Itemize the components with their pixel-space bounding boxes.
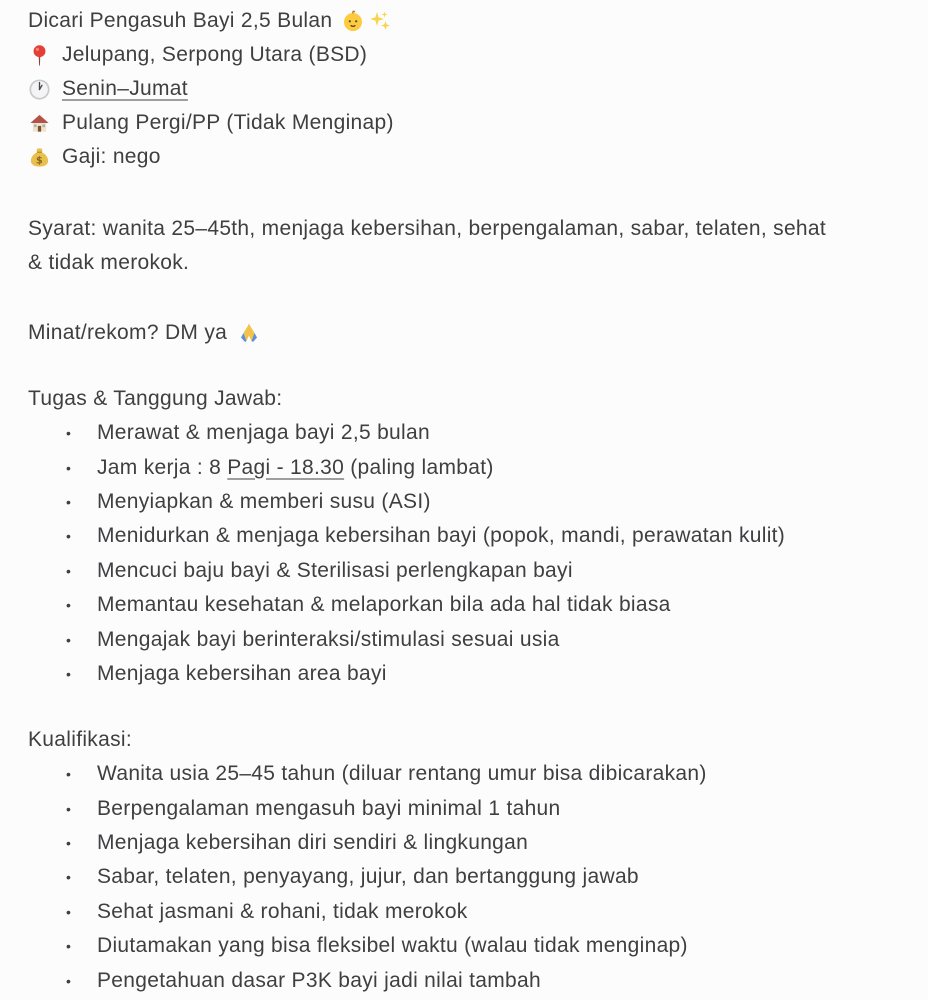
bullet-icon [66,835,97,851]
bullet-icon [66,904,97,920]
tasks-heading: Tugas & Tanggung Jawab: [28,387,283,410]
bullet-text: Berpengalaman mengasuh bayi minimal 1 tahun [97,796,561,820]
sparkles-icon [368,9,392,33]
baby-icon [341,9,365,33]
task-item [28,657,902,691]
detail-schedule [28,72,902,106]
bullet-text: Menjaga kebersihan area bayi [97,661,387,685]
cta-text: Minat/rekom? DM ya [28,321,228,344]
post-title-row [28,4,902,38]
qualification-item [28,929,902,963]
bullet-icon [66,938,97,954]
task-item [28,554,902,588]
post-title: Dicari Pengasuh Bayi 2,5 Bulan [28,9,333,32]
bullet-icon [66,632,97,648]
detail-commute [28,106,902,140]
tasks-list [28,416,902,691]
svg-text:$: $ [36,154,43,166]
bullet-icon [66,425,97,441]
header-details [28,38,902,174]
bullet-text: Menyiapkan & memberi susu (ASI) [97,489,431,513]
paragraph-line: & tidak merokok. [28,251,190,274]
detail-location [28,38,902,72]
task-item [28,622,902,656]
detail-salary [28,140,902,174]
clock-icon [28,78,54,101]
qualification-item [28,895,902,929]
qualification-item [28,963,902,997]
requirements-summary [28,212,902,280]
bullet-text: Diutamakan yang bisa fleksibel waktu (walau tidak menginap) [97,934,688,958]
bullet-text: Mencuci baju bayi & Sterilisasi perlengkapan bayi [97,558,573,582]
qualification-item [28,826,902,860]
pushpin-icon [28,44,54,67]
bullet-text: Sehat jasmani & rohani, tidak merokok [97,899,468,923]
qualification-item [28,792,902,826]
bullet-text: Menidurkan & menjaga kebersihan bayi (popok, mandi, perawatan kulit) [97,524,786,548]
bullet-icon [66,801,97,817]
bullet-icon [66,869,97,885]
cta-row [28,316,902,350]
task-item [28,450,902,484]
detail-text: Pulang Pergi/PP (Tidak Menginap) [62,111,394,134]
task-item [28,519,902,553]
bullet-icon [66,766,97,782]
task-item [28,588,902,622]
bullet-icon [66,973,97,989]
detail-text: Gaji: nego [62,145,161,168]
task-item [28,416,902,450]
tasks-section [28,382,902,691]
cta-icons [237,321,261,345]
bullet-text: Sabar, telaten, penyayang, jujur, dan bertanggung jawab [97,865,639,889]
bullet-icon [66,460,97,476]
underlined-text[interactable]: Pagi - 18.30 [227,455,345,479]
bullet-icon [66,666,97,682]
bullet-icon [66,597,97,613]
post-title-icons [341,9,392,33]
bullet-icon [66,528,97,544]
bullet-text: Merawat & menjaga bayi 2,5 bulan [97,421,430,445]
detail-text: Jelupang, Serpong Utara (BSD) [62,43,368,66]
paragraph-line: Syarat: wanita 25–45th, menjaga kebersihan, berpengalaman, sabar, telaten, sehat [28,217,827,240]
bullet-text: Pengetahuan dasar P3K bayi jadi nilai tambah [97,968,541,992]
task-item [28,485,902,519]
bullet-text: Memantau kesehatan & melaporkan bila ada hal tidak biasa [97,593,671,617]
detail-text[interactable]: Senin–Jumat [62,77,188,100]
qualifications-heading: Kualifikasi: [28,728,132,752]
qualification-item [28,860,902,894]
text-segment: (paling lambat) [344,455,494,479]
money-bag-icon [28,146,54,169]
folded-hands-icon [237,321,261,345]
bullet-text: Mengajak bayi berinteraksi/stimulasi sesuai usia [97,627,560,651]
bullet-icon [66,494,97,510]
house-icon [28,112,54,135]
qualification-item [28,757,902,791]
bullet-text: Wanita usia 25–45 tahun (diluar rentang umur bisa dibicarakan) [97,762,707,786]
bullet-text [97,456,494,480]
qualifications-section [28,723,902,998]
qualifications-list [28,757,902,998]
text-segment: Jam kerja : 8 [97,455,228,479]
bullet-icon [66,563,97,579]
bullet-text: Menjaga kebersihan diri sendiri & lingkungan [97,831,529,855]
